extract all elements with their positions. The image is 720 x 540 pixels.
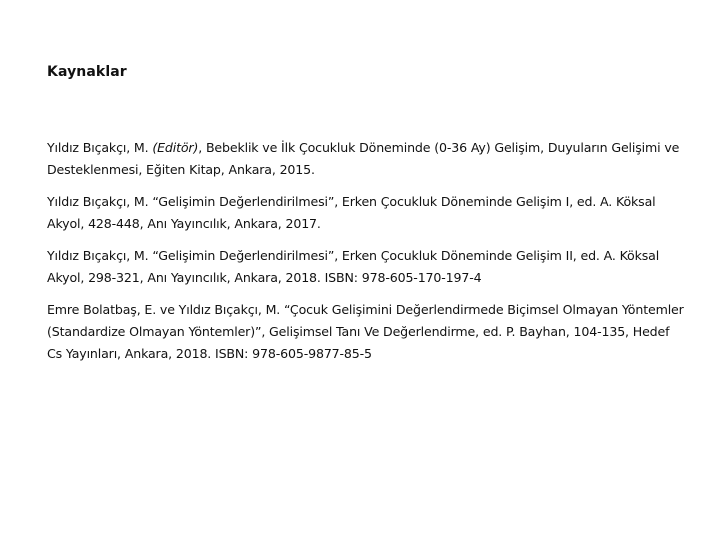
reference-italic-text: (Editör) bbox=[152, 140, 199, 155]
reference-text: Yıldız Bıçakçı, M. “Gelişimin Değerlendirilmesi”, Erken Çocukluk Döneminde Gelişim I, ed. A. Köksal Akyol, 428-448, Anı Yayıncılık, Ankara, 2017. bbox=[47, 194, 656, 231]
reference-text: Yıldız Bıçakçı, M. bbox=[47, 140, 153, 155]
reference-text: Emre Bolatbaş, E. ve Yıldız Bıçakçı, M. “Çocuk Gelişimini Değerlendirmede Biçimsel Olmayan Yöntemler (Standardize Olmayan Yöntemler)”, Gelişimsel Tanı Ve Değerlendirme, ed. P. Bayhan, 104-135, Hedef Cs Yayınları, Ankara, 2018. ISBN: 978-605-9877-85-5 bbox=[47, 302, 684, 361]
reference-item bbox=[47, 137, 687, 181]
reference-text: Yıldız Bıçakçı, M. “Gelişimin Değerlendirilmesi”, Erken Çocukluk Döneminde Gelişim II, ed. A. Köksal Akyol, 298-321, Anı Yayıncılık, Ankara, 2018. ISBN: 978-605-170-197-4 bbox=[47, 248, 660, 285]
reference-text-continued: , Bebeklik ve İlk Çocukluk Döneminde (0-36 Ay) Gelişim, Duyuların Gelişimi ve Desteklenmesi, Eğiten Kitap, Ankara, 2015. bbox=[47, 140, 680, 177]
page-heading: Kaynaklar bbox=[47, 64, 127, 80]
reference-list bbox=[47, 137, 687, 375]
reference-item bbox=[47, 299, 687, 365]
reference-item bbox=[47, 245, 687, 289]
reference-item bbox=[47, 191, 687, 235]
